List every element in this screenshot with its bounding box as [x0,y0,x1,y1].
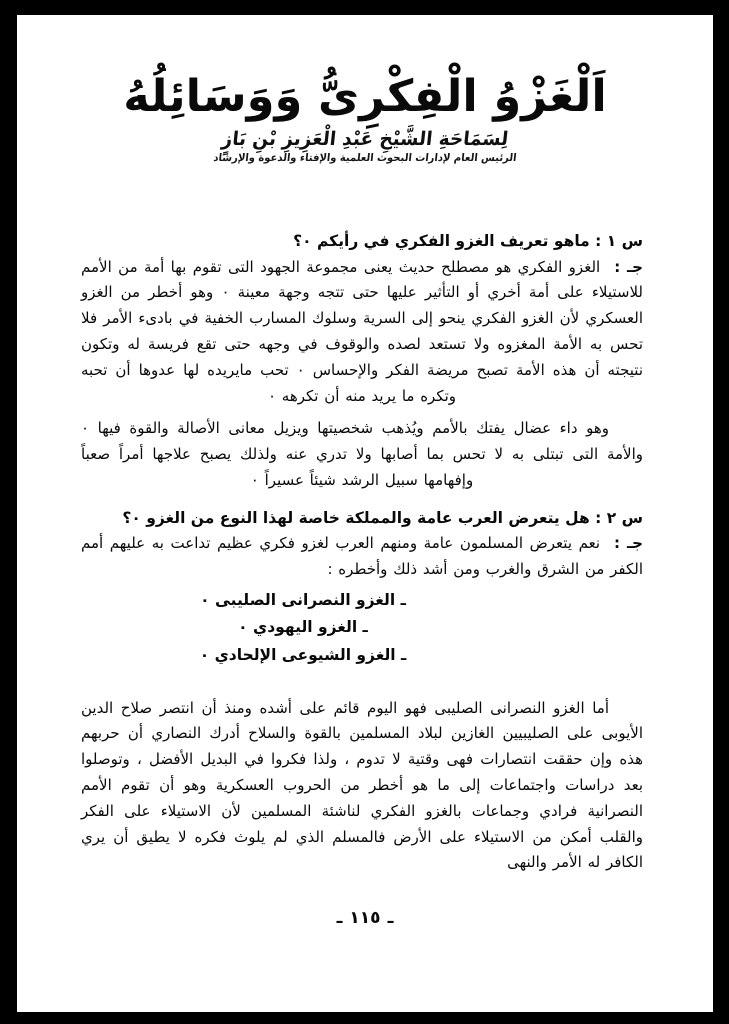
page-footer [17,908,713,928]
page-number: ١١٥ [349,908,381,928]
document-page [17,15,713,1012]
answer-2-text: نعم يتعرض المسلمون عامة ومنهم العرب لغزو فكري عظيم تداعت به عليهم أمم الكفر من الشرق والغرب ومن أشد ذلك وأخطره : [81,534,643,579]
qa-block-1 [81,230,643,494]
question-2-closing-paragraph: أما الغزو النصرانى الصليبى فهو اليوم قائم على أشده ومنذ أن انتصر صلاح الدين الأيوبى على الصليبيين الغازين لبلاد المسلمين بالقوة والسلاح أدرك النصاري أن حربهم هذه وإن حققت انتصارات فهى وقتية لا تدوم ، ولذا فكروا في البديل الأفضل ، وتوصلوا بعد دراسات واجتماعات إلى ما هو أخطر من الحروب العسكرية وهو أن تقوم الأمم النصرانية فرادي وجماعات بالغزو الفكري لناشئة المسلمين لأن الاستيلاء على الفكر والقلب أمكن من الاستيلاء على الأرض فالمسلم الذي لم يلوث فكره لا يطيق أن يري الكافر له الأمر والنهى [81,698,643,872]
answer-1-text: الغزو الفكري هو مصطلح حديث يعنى مجموعة الجهود التى تقوم بها أمة من الأمم للاستيلاء على أمة أخري أو التأثير عليها حتى تتجه وجهة معينة ٠ وهو أخطر من الغزو العسكري لأن الغزو الفكري ينحو إلى السرية وسلوك المسارب الخفية في بادىء الأمر فلا تحس به الأمة المغزوه ولا تستعد لصده والوقوف في وجهه حتى تقع فريسة له وتكون نتيجته أن هذه الأمة تصبح مريضة الفكر والإحساس ٠ تحب مايريده لها عدوها أن تحبه وتكره ما يريد منه أن تكرهه ٠ [81,257,643,405]
page-title: اَلْغَزْوُ الْفِكْرِىُّ وَوَسَائِلُهُ [123,71,607,122]
answer-marker: جـ : [614,534,643,553]
list-item: ـ الغزو النصرانى الصليبى ٠ [200,590,406,609]
question-2-heading: س ٢ : هل يتعرض العرب عامة والمملكة خاصة لهذا النوع من الغزو ٠؟ [122,508,643,527]
question-1-answer-paragraph-2: وهو داء عضال يفتك بالأمم ويُذهب شخصيتها ويزيل معانى الأصالة والقوة فيها ٠ والأمة التى تبتلى به لا تحس بما أصابها ولا تدري عنه ولذلك يصبح علاجها أمراً صعباً وإفهامها سبيل الرشد شيئاً عسيراً ٠ [81,419,643,489]
qa-block-2 [81,507,643,876]
question-1-heading: س ١ : ماهو تعريف الغزو الفكري في رأيكم ٠؟ [293,232,643,250]
answer-marker: جـ : [614,257,643,276]
author-name: لِسَمَاحَةِ الشَّيْخِ عَبْدِ الْعَزِيزِ بْنِ بَازٍ [220,127,510,150]
list-item: ـ الغزو اليهودي ٠ [238,618,368,637]
footer-dash-right: ـ [336,908,343,928]
question-2-answer-paragraph-1 [81,531,643,583]
question-1-answer-paragraph-1 [81,255,643,410]
masthead [17,73,713,164]
invasion-types-list [81,587,643,670]
document-body [81,230,643,876]
blank-line-spacer [81,670,643,696]
author-role: الرئيس العام لإدارات البحوث العلمية والإفتاء والدعوة والإرشاد [212,151,518,164]
paragraph-spacer [81,409,643,416]
section-spacer [81,494,643,507]
list-item: ـ الغزو الشيوعى الإلحادي ٠ [199,646,407,665]
footer-dash-left: ـ [387,908,394,928]
